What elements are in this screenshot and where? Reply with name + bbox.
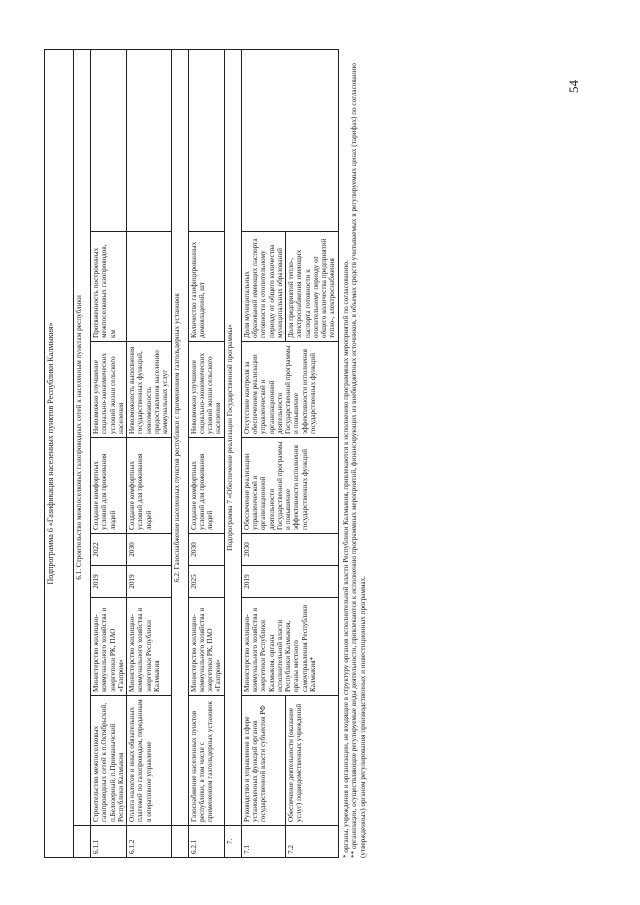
measure-name: Газоснабжение населенных пунктов республики, в том числе с применением газгольдерных установок [188,696,224,826]
table-row [127,49,171,857]
row-number: 7. [224,826,241,858]
expected-result: Создание комфортных условий для проживания людей [127,438,171,534]
section-header: 6.1. Строительство межпоселковых газопроводных сетей к населенным пунктам республики [74,49,91,825]
end-year: 2030 [241,534,338,566]
end-year: 2022 [91,534,127,566]
executor: Министерство жилищно-коммунального хозяйства и энергетики РК, ПАО «Газпром» [91,598,127,696]
empty-cell [188,49,224,231]
row-number: 6.1.2 [127,826,171,858]
section-header: 6.2. Газоснабжение населенных пунктов республики с применением газгольдерных установок [171,49,188,825]
section-header-row [171,49,188,857]
measure-name: Обеспечение деятельности (оказание услуг) подведомственных учреждений [286,696,339,826]
indicator: Доля предприятий тепло-, электроснабжения имеющих паспорта готовности к отопительному периоду от общего количества предприятий тепло-, электроснабжения [286,232,339,342]
measure-name: Оплата налогов и иных обязательных платежей по газопроводам, переданным в оперативное управление [127,696,171,826]
program-title-row [45,49,74,857]
start-year: 2019 [127,566,171,598]
executor: Министерство жилищно-коммунального хозяйства и энергетики РК, ПАО «Газпром» [188,598,224,696]
program-title: Подпрограмма 6 «Газификация населенных пунктов Республики Калмыкия» [45,49,74,857]
footnote: ** организации, осуществляющие регулируемые виды деятельности, привлекаются к исполнению программных мероприятий, финансирующих из внебюджетных источников, в объемах средств учитываемых в регулируемых ценах (тарифах) по согласованию (утвержденных) органом регулирования производственных и инвестиционных программах. [350,63,368,858]
row-number: 6.2.1 [188,826,224,858]
non-implementation-consequence: Отсутствие контроля за обеспечением реализации управленческой и организационной деятельности Государственной программы и повышение эффективности исполнения государственных функций [241,342,338,438]
end-year: 2030 [188,534,224,566]
program-header-row [224,49,241,857]
empty-cell [91,49,127,231]
expected-result: Создание комфортных условий для проживания людей [188,438,224,534]
section-header-row [74,49,91,857]
non-implementation-consequence: Невозможность выполнения государственных функций, невозможность предоставления населению коммунальных услуг [127,342,171,438]
table-row [188,49,224,857]
rotated-table-page [44,50,504,858]
table-row [91,49,127,857]
empty-cell [171,826,188,858]
indicator: Протяженность построенных межпоселковых газопроводов, км [91,232,127,342]
program-measures-table [44,49,339,858]
indicator [127,232,171,342]
program-header: Подпрограмма 7 «Обеспечение реализации Государственной программы» [224,49,241,825]
start-year: 2025 [188,566,224,598]
row-number: 7.2 [286,826,339,858]
indicator: Количество газифицированных домовладений, шт [188,232,224,342]
empty-cell [74,826,91,858]
row-number: 6.1.1 [91,826,127,858]
measure-name: Руководство и управление в сфере установленных функций органов государственной власти субъектов РФ [241,696,285,826]
expected-result: Обеспечение реализации управленческой и организационной деятельности Государственной программы и повышение эффективности исполнения государственных функций [241,438,338,534]
footnotes [342,50,368,858]
table-row [241,49,285,857]
end-year: 2030 [127,534,171,566]
empty-cell [127,49,171,231]
empty-cell [241,49,338,231]
executor: Министерство жилищно-коммунального хозяйства и энергетики Республики Калмыкия [127,598,171,696]
start-year: 2019 [241,566,338,598]
measure-name: Строительство межпоселковых газопроводных сетей к п.Октябрьский, п.Белозерный, п.Приманычский Республики Калмыкия [91,696,127,826]
footnote: * органы, учреждения и организации, не входящие в структуру органов исполнительной власти Республики Калмыкия, привлекаются к исполнению программных мероприятий по согласованию. [341,260,350,858]
indicator: Доля муниципальных образований имеющих паспорта готовности к отопительному периоду от общего количества муниципальных образований [241,232,285,342]
non-implementation-consequence: Невозможно улучшение социально-экономических условий жизни сельского населения [188,342,224,438]
start-year: 2019 [91,566,127,598]
page-number: 54 [566,80,581,93]
executor: Министерство жилищно-коммунального хозяйства и энергетики Республики Калмыкия, органы исполнительной власти Республики Калмыкия, органы местного самоуправления Республики Калмыкия* [241,598,338,696]
expected-result: Создание комфортных условий для проживания людей [91,438,127,534]
row-number: 7.1 [241,826,285,858]
non-implementation-consequence: Невозможно улучшение социально-экономических условий жизни сельского населения [91,342,127,438]
